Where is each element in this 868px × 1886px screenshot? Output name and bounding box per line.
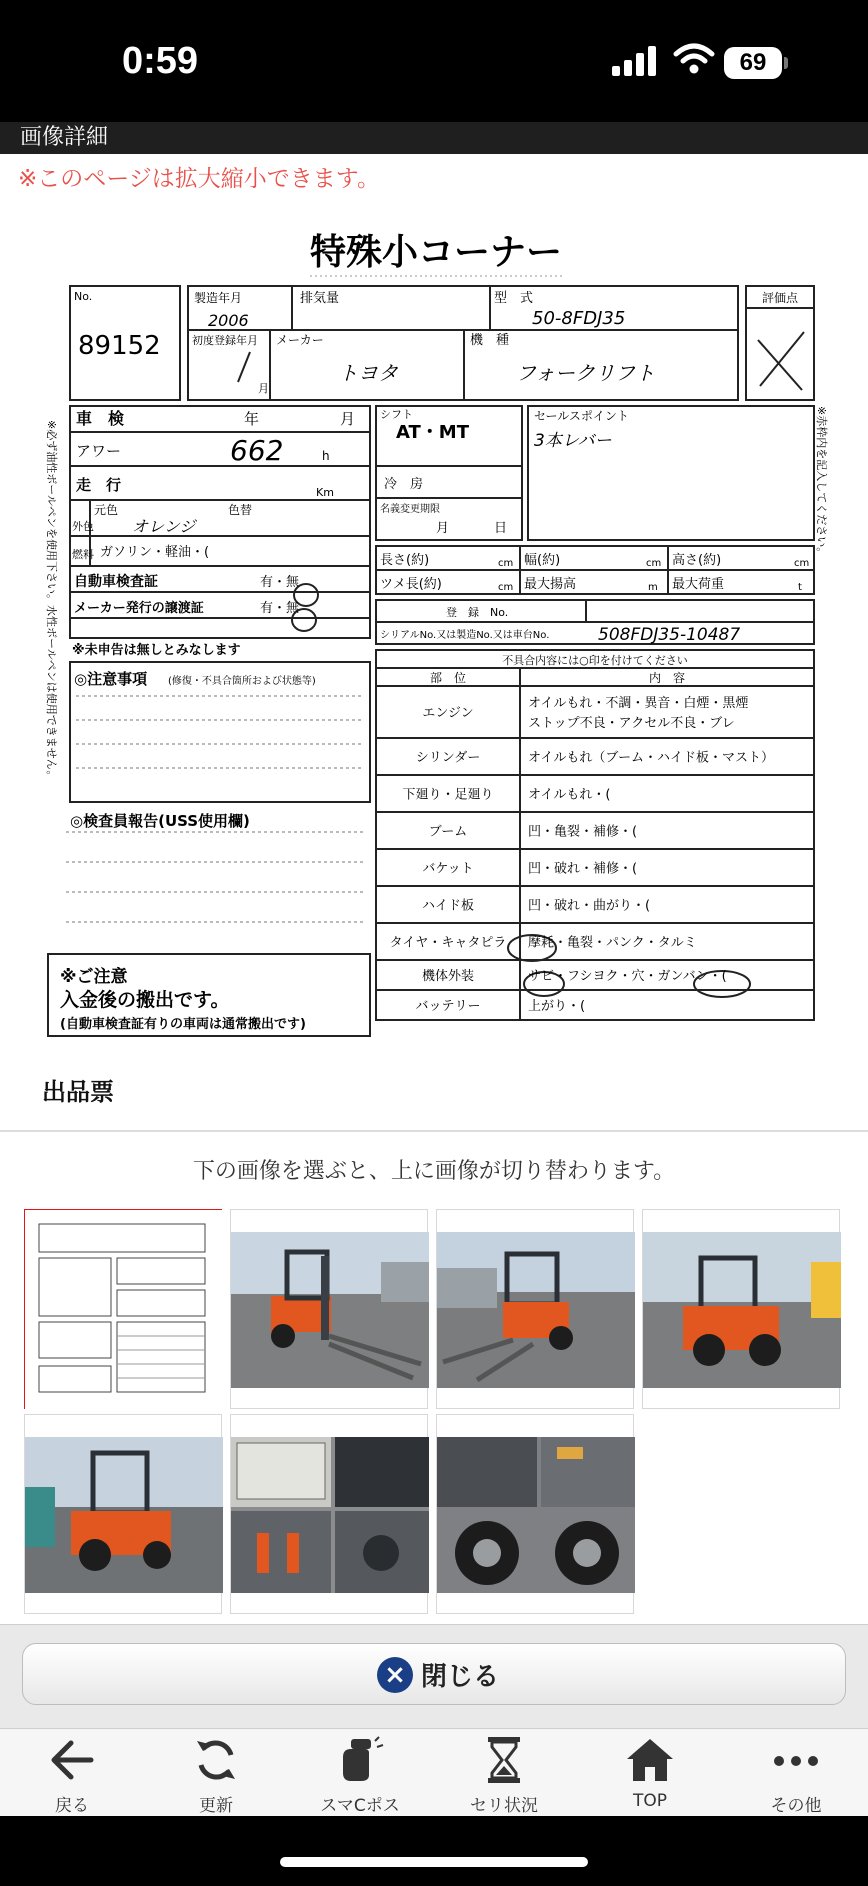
refresh-icon [191, 1735, 241, 1785]
cooler-label: 冷 房 [384, 477, 424, 492]
forklift-photo-4 [25, 1437, 223, 1593]
defect-part: シリンダー [415, 750, 481, 766]
max-load-unit: t [798, 582, 802, 593]
tab-back-label: 戻る [55, 1796, 89, 1816]
km-unit: Km [316, 486, 334, 499]
no-label: No. [74, 290, 93, 303]
status-bar [0, 0, 868, 122]
name-change-day: 日 [494, 521, 508, 536]
defect-part: バケット [422, 861, 474, 877]
inspection-label: 車 検 [76, 409, 125, 428]
battery-level: 69 [724, 47, 782, 79]
part-header: 部 位 [429, 671, 467, 685]
defect-part: エンジン [422, 706, 474, 721]
thumbnail-sheet-image [25, 1210, 223, 1410]
defect-part: 下廻り・足廻り [402, 787, 494, 803]
shift-label: シフト [380, 408, 413, 421]
tab-top[interactable] [588, 1729, 712, 1817]
auction-sheet-drawing [42, 220, 828, 1042]
note-sub: (自動車検査証有りの車両は通常搬出です) [60, 1017, 306, 1032]
sheet-caption: 出品票 [42, 1078, 114, 1106]
vehicle-cert-value: 有・無 [260, 575, 300, 590]
first-reg-label: 初度登録年月 [192, 334, 258, 347]
close-bar [0, 1624, 868, 1729]
name-change-month: 月 [436, 521, 450, 536]
inspector-label: ◎検査員報告(USS使用欄) [70, 812, 250, 830]
defect-content: オイルもれ・不調・異音・白煙・黒煙 [528, 696, 749, 711]
maker-transfer-value: 有・無 [260, 601, 300, 616]
serial-value: 508FDJ35-10487 [598, 625, 741, 645]
page-title: 画像詳細 [0, 122, 868, 154]
thumbnail-photo-4[interactable] [24, 1414, 222, 1614]
displacement-label: 排気量 [300, 291, 340, 306]
kind-value: フォークリフト [516, 361, 655, 385]
inspection-month: 月 [340, 410, 356, 428]
divider [0, 1130, 868, 1132]
engine-and-tires-photo [437, 1437, 635, 1593]
hour-label: アワー [76, 442, 122, 460]
hour-value: 662 [230, 434, 284, 467]
defect-content: 凹・亀裂・補修・( [528, 824, 638, 840]
tab-refresh-label: 更新 [199, 1796, 233, 1816]
sales-point-value: 3本レバー [534, 431, 612, 451]
caution-label: ◎注意事項 [74, 670, 148, 688]
auction-sheet[interactable] [42, 220, 828, 1042]
defect-content: オイルもれ（ブーム・ハイド板・マスト） [528, 750, 774, 766]
color-sub-label: 元色 [94, 503, 119, 517]
thumbnail-photo-1[interactable] [230, 1209, 428, 1409]
more-icon [771, 1735, 821, 1785]
forklift-photo-3 [643, 1232, 841, 1388]
color-value: オレンジ [132, 517, 196, 536]
tab-more-label: その他 [770, 1796, 822, 1816]
tab-smacpos[interactable] [298, 1729, 422, 1817]
model-value: 50-8FDJ35 [532, 308, 626, 329]
hand-icon [335, 1735, 385, 1785]
first-reg-month: 月 [258, 382, 269, 395]
content-header: 内 容 [648, 671, 686, 685]
defect-part: タイヤ・キャタピラ [389, 935, 507, 951]
home-indicator[interactable] [280, 1857, 588, 1867]
claw-label: ツメ長(約) [380, 577, 442, 592]
kind-label: 機 種 [470, 333, 510, 348]
hour-unit: h [322, 449, 330, 463]
note-body: 入金後の搬出です。 [60, 989, 230, 1011]
reg-no-label: 登 録 No. [446, 606, 509, 619]
defect-content: 上がり・( [528, 999, 586, 1014]
close-button-label: 閉じる [421, 1662, 500, 1692]
thumbnail-photo-6[interactable] [436, 1414, 634, 1614]
defect-content: 摩耗・亀裂・パンク・タルミ [528, 935, 697, 951]
thumbnail-sheet[interactable] [24, 1209, 222, 1409]
tab-auction-status[interactable] [442, 1729, 566, 1817]
right-margin-note: ※赤枠内を記入してください。 [815, 406, 828, 559]
forklift-photo-1 [231, 1232, 429, 1388]
thumbnail-photo-3[interactable] [642, 1209, 840, 1409]
width-label: 幅(約) [524, 553, 561, 568]
back-arrow-icon [47, 1735, 97, 1785]
zoom-notice: ※このページは拡大縮小できます。 [18, 166, 380, 192]
home-icon [625, 1735, 675, 1785]
height-unit: cm [794, 558, 810, 569]
thumbnail-hint: 下の画像を選ぶと、上に画像が切り替わります。 [192, 1159, 676, 1184]
left-margin-note: ※必ず油性ボールペンを使用下さい。水性ボールペンは使用できません。 [45, 420, 58, 782]
close-button[interactable] [22, 1643, 846, 1705]
battery-tip [784, 57, 788, 69]
mfg-year: 2006 [208, 311, 249, 330]
tab-back[interactable] [10, 1729, 134, 1817]
tab-smacpos-label: スマCポス [320, 1796, 400, 1816]
hourglass-icon [479, 1735, 529, 1785]
score-label: 評価点 [761, 291, 799, 305]
tab-more[interactable] [734, 1729, 858, 1817]
defect-part: バッテリー [415, 999, 481, 1014]
max-load-label: 最大荷重 [672, 577, 725, 592]
fuel-label: 燃料 [72, 548, 94, 561]
color-label: 外色 [72, 520, 94, 533]
thumbnail-photo-2[interactable] [436, 1209, 634, 1409]
cellular-signal-icon [612, 46, 658, 76]
defects-title: 不具合内容には○印を付けてください [502, 654, 688, 667]
max-lift-unit: m [648, 582, 658, 593]
thumbnail-photo-5[interactable] [230, 1414, 428, 1614]
repaint-label: 色替 [228, 503, 253, 517]
height-label: 高さ(約) [672, 553, 722, 568]
fuel-options: ガソリン・軽油・( [100, 545, 210, 560]
width-unit: cm [646, 558, 662, 569]
defect-part: 機体外装 [421, 969, 475, 984]
maker-transfer-label: メーカー発行の譲渡証 [74, 601, 204, 616]
name-change-label: 名義変更期限 [380, 504, 440, 515]
maker-label: メーカー [276, 333, 324, 347]
bottom-nav [0, 1728, 868, 1817]
not-declared-note: ※未申告は無しとみなします [72, 643, 241, 658]
tab-top-label: TOP [632, 1791, 668, 1811]
inspection-year: 年 [244, 410, 260, 428]
caution-sub: (修復・不具合箇所および状態等) [168, 676, 316, 687]
shift-options: AT・MT [396, 422, 470, 443]
max-lift-label: 最大揚高 [524, 577, 577, 592]
travel-label: 走 行 [76, 476, 122, 494]
defect-content: 凹・破れ・曲がり・( [528, 898, 651, 914]
length-unit: cm [498, 558, 514, 569]
tab-auction-status-label: セリ状況 [470, 1796, 538, 1816]
wifi-icon [674, 42, 714, 74]
sales-point-label: セールスポイント [534, 409, 629, 423]
close-icon: × [377, 1657, 413, 1693]
defect-content: 凹・破れ・補修・( [528, 861, 638, 877]
sheet-heading: 特殊小コーナー [309, 232, 563, 273]
defect-part: ブーム [428, 824, 468, 840]
tab-refresh[interactable] [154, 1729, 278, 1817]
defects-table [390, 696, 774, 1014]
mfg-year-label: 製造年月 [194, 291, 243, 305]
claw-unit: cm [498, 582, 514, 593]
forklift-photo-2 [437, 1232, 635, 1388]
model-label: 型 式 [494, 291, 534, 306]
serial-label: シリアルNo.又は製造No.又は車台No. [380, 630, 550, 641]
plate-and-cab-photo [231, 1437, 429, 1593]
defect-content: オイルもれ・( [528, 787, 611, 803]
defect-content: サビ・フシヨク・穴・ガンバン・( [528, 969, 727, 984]
defect-content-line2: ストップ不良・アクセル不良・ブレ [528, 716, 735, 731]
lot-number: 89152 [78, 331, 161, 361]
maker-value: トヨタ [338, 361, 398, 385]
vehicle-cert-label: 自動車検査証 [74, 574, 158, 590]
status-time: 0:59 [122, 40, 199, 82]
defect-part: ハイド板 [421, 898, 475, 914]
note-title: ※ご注意 [60, 967, 128, 987]
length-label: 長さ(約) [380, 553, 430, 568]
home-bar [0, 1816, 868, 1886]
